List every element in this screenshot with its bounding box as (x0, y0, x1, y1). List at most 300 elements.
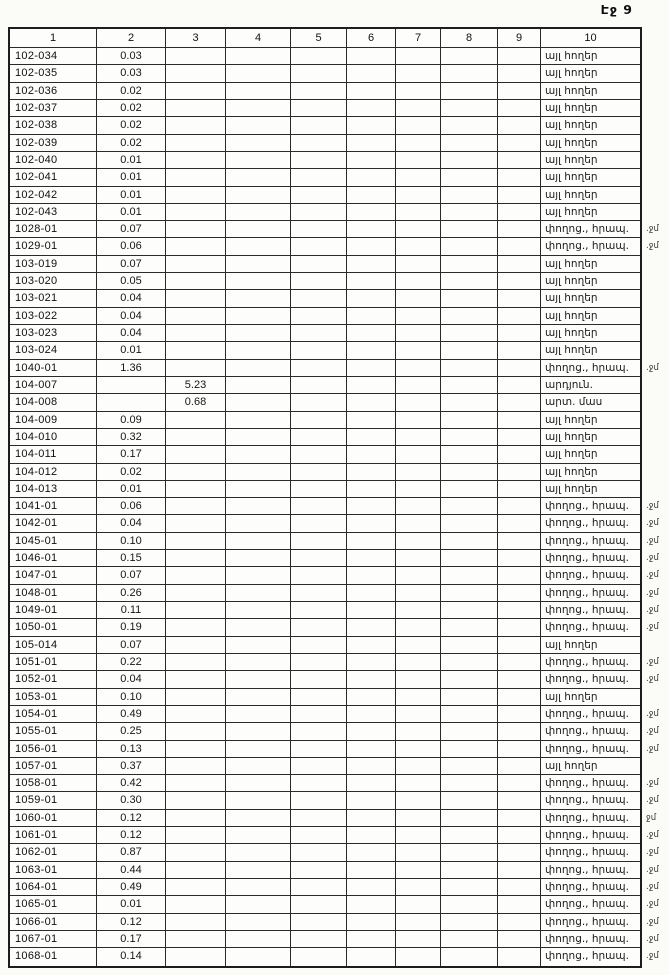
empty-cell (441, 187, 498, 203)
land-use-cell: այլ հողեր (545, 119, 598, 132)
empty-cell (291, 723, 347, 739)
empty-cell (226, 567, 291, 583)
empty-cell (291, 83, 347, 99)
margin-note (646, 152, 669, 169)
table-body (10, 48, 640, 966)
column-header: 2 (97, 29, 166, 47)
margin-note: .ջմ (646, 708, 659, 719)
margin-note: .ջմ (646, 882, 659, 892)
area-col2-cell: 0.87 (97, 844, 166, 860)
area-col3-cell (166, 273, 226, 289)
table-row (10, 810, 640, 827)
land-use-cell: փողոց., հրապ. (545, 829, 629, 842)
land-use-cell: այլ հողեր (545, 430, 598, 443)
empty-cell (347, 481, 396, 497)
empty-cell (498, 896, 541, 912)
empty-cell (396, 446, 441, 462)
empty-cell (347, 914, 396, 930)
column-header: 10 (584, 32, 597, 44)
area-col2-cell: 0.04 (97, 325, 166, 341)
area-col2-cell: 0.01 (97, 896, 166, 912)
empty-cell (441, 810, 498, 826)
empty-cell (498, 135, 541, 151)
table-row (10, 152, 640, 169)
land-use-cell: այլ հողեր (545, 50, 598, 62)
land-use-cell: փողոց., հրապ. (545, 898, 629, 911)
parcel-code-cell: 103-023 (10, 325, 97, 341)
empty-cell (441, 896, 498, 912)
area-col2-cell: 0.04 (97, 671, 166, 687)
empty-cell (291, 221, 347, 237)
empty-cell (226, 464, 291, 480)
empty-cell (396, 377, 441, 393)
empty-cell (347, 65, 396, 81)
empty-cell (498, 308, 541, 324)
empty-cell (396, 187, 441, 203)
area-col3-cell (166, 896, 226, 912)
empty-cell (396, 741, 441, 757)
empty-cell (347, 498, 396, 514)
table-header-row (10, 29, 640, 48)
area-col3-cell (166, 446, 226, 462)
margin-note (646, 637, 669, 654)
empty-cell (441, 602, 498, 618)
empty-cell (291, 256, 347, 272)
empty-cell (226, 117, 291, 133)
empty-cell (441, 498, 498, 514)
empty-cell (347, 741, 396, 757)
table-row (10, 290, 640, 307)
empty-cell (498, 152, 541, 168)
empty-cell (396, 256, 441, 272)
table-row (10, 238, 640, 255)
column-header: 1 (10, 29, 97, 47)
empty-cell (396, 723, 441, 739)
land-use-cell: փողոց., հրապ. (545, 863, 629, 876)
empty-cell (441, 792, 498, 808)
empty-cell (347, 256, 396, 272)
empty-cell (291, 169, 347, 185)
parcel-code-cell: 1057-01 (10, 758, 97, 774)
empty-cell (441, 221, 498, 237)
area-col2-cell: 0.03 (97, 48, 166, 64)
empty-cell (291, 360, 347, 376)
empty-cell (396, 152, 441, 168)
empty-cell (498, 65, 541, 81)
table-row (10, 394, 640, 411)
margin-note: .ջմ (646, 795, 659, 806)
area-col2-cell: 0.07 (97, 221, 166, 237)
parcel-code-cell: 102-034 (10, 48, 97, 64)
empty-cell (347, 204, 396, 220)
table-row (10, 412, 640, 429)
area-col3-cell (166, 810, 226, 826)
parcel-code-cell: 1062-01 (10, 844, 97, 860)
empty-cell (226, 619, 291, 635)
empty-cell (441, 342, 498, 358)
land-use-cell: այլ հողեր (545, 275, 598, 288)
empty-cell (498, 83, 541, 99)
area-col2-cell: 0.02 (97, 464, 166, 480)
area-col3-cell (166, 65, 226, 81)
area-col3-cell (166, 169, 226, 185)
empty-cell (226, 741, 291, 757)
empty-cell (441, 671, 498, 687)
parcel-code-cell: 103-020 (10, 273, 97, 289)
empty-cell (226, 152, 291, 168)
empty-cell (291, 377, 347, 393)
empty-cell (291, 325, 347, 341)
empty-cell (226, 914, 291, 930)
parcel-code-cell: 102-042 (10, 187, 97, 203)
area-col2-cell: 0.49 (97, 706, 166, 722)
empty-cell (226, 65, 291, 81)
margin-note: .ջմ (646, 916, 659, 927)
empty-cell (347, 827, 396, 843)
empty-cell (291, 550, 347, 566)
area-col3-cell (166, 689, 226, 705)
parcel-code-cell: 104-010 (10, 429, 97, 445)
empty-cell (347, 187, 396, 203)
area-col3-cell (166, 429, 226, 445)
area-col3-cell: 0.68 (166, 394, 226, 410)
empty-cell (498, 290, 541, 306)
area-col3-cell (166, 654, 226, 670)
empty-cell (396, 412, 441, 428)
table-row (10, 637, 640, 654)
margin-note (646, 83, 669, 100)
table-row (10, 723, 640, 740)
empty-cell (347, 446, 396, 462)
empty-cell (347, 931, 396, 947)
parcel-code-cell: 1055-01 (10, 723, 97, 739)
area-col2-cell: 0.10 (97, 689, 166, 705)
empty-cell (396, 654, 441, 670)
empty-cell (226, 187, 291, 203)
empty-cell (498, 758, 541, 774)
empty-cell (226, 135, 291, 151)
land-use-cell: այլ հողեր (545, 84, 598, 97)
empty-cell (226, 360, 291, 376)
area-col2-cell: 0.11 (97, 602, 166, 618)
empty-cell (347, 429, 396, 445)
parcel-code-cell: 1067-01 (10, 931, 97, 947)
margin-note (646, 429, 669, 446)
empty-cell (347, 567, 396, 583)
empty-cell (226, 273, 291, 289)
table-row (10, 429, 640, 446)
area-col3-cell (166, 706, 226, 722)
area-col2-cell: 0.02 (97, 100, 166, 116)
empty-cell (291, 204, 347, 220)
empty-cell (291, 342, 347, 358)
margin-note: .ջմ (646, 501, 659, 512)
empty-cell (498, 481, 541, 497)
empty-cell (226, 862, 291, 878)
area-col2-cell: 0.04 (97, 290, 166, 306)
parcel-code-cell: 105-014 (10, 637, 97, 653)
empty-cell (347, 671, 396, 687)
area-col3-cell (166, 290, 226, 306)
land-use-cell: փողոց., հրապ. (545, 950, 629, 963)
margin-note (646, 65, 669, 82)
empty-cell (226, 446, 291, 462)
parcel-code-cell: 104-012 (10, 464, 97, 480)
area-col2-cell: 0.06 (97, 498, 166, 514)
empty-cell (441, 741, 498, 757)
empty-cell (396, 342, 441, 358)
area-col2-cell: 0.12 (97, 827, 166, 843)
empty-cell (441, 637, 498, 653)
margin-note (646, 394, 669, 411)
empty-cell (347, 290, 396, 306)
empty-cell (291, 810, 347, 826)
area-col3-cell: 5.23 (166, 377, 226, 393)
parcel-code-cell: 104-013 (10, 481, 97, 497)
table-row (10, 741, 640, 758)
empty-cell (347, 637, 396, 653)
table-row (10, 117, 640, 134)
empty-cell (226, 827, 291, 843)
empty-cell (498, 879, 541, 895)
empty-cell (498, 810, 541, 826)
parcel-code-cell: 103-021 (10, 290, 97, 306)
empty-cell (291, 792, 347, 808)
parcel-code-cell: 102-035 (10, 65, 97, 81)
land-use-cell: այլ հողեր (545, 690, 598, 703)
land-use-cell: այլ հողեր (545, 205, 598, 218)
empty-cell (498, 619, 541, 635)
empty-cell (498, 515, 541, 531)
area-col2-cell: 0.01 (97, 342, 166, 358)
empty-cell (396, 689, 441, 705)
area-col2-cell: 0.19 (97, 619, 166, 635)
margin-note (646, 325, 669, 342)
empty-cell (498, 567, 541, 583)
empty-cell (498, 394, 541, 410)
empty-cell (441, 879, 498, 895)
area-col3-cell (166, 723, 226, 739)
empty-cell (441, 654, 498, 670)
empty-cell (291, 412, 347, 428)
empty-cell (441, 533, 498, 549)
margin-note: .ջմ (646, 656, 659, 667)
empty-cell (396, 117, 441, 133)
empty-cell (396, 619, 441, 635)
table-row (10, 221, 640, 238)
parcel-code-cell: 1054-01 (10, 706, 97, 722)
empty-cell (347, 619, 396, 635)
empty-cell (441, 204, 498, 220)
empty-cell (396, 238, 441, 254)
area-col3-cell (166, 741, 226, 757)
parcel-code-cell: 1040-01 (10, 360, 97, 376)
empty-cell (226, 602, 291, 618)
land-use-cell: այլ հողեր (545, 188, 598, 201)
empty-cell (396, 550, 441, 566)
empty-cell (396, 83, 441, 99)
empty-cell (441, 550, 498, 566)
empty-cell (291, 515, 347, 531)
area-col3-cell (166, 758, 226, 774)
area-col3-cell (166, 221, 226, 237)
table-row (10, 377, 640, 394)
area-col3-cell (166, 325, 226, 341)
area-col3-cell (166, 914, 226, 930)
empty-cell (441, 83, 498, 99)
empty-cell (347, 152, 396, 168)
empty-cell (291, 238, 347, 254)
empty-cell (396, 931, 441, 947)
empty-cell (396, 290, 441, 306)
empty-cell (226, 498, 291, 514)
parcel-code-cell: 1060-01 (10, 810, 97, 826)
parcel-code-cell: 1046-01 (10, 550, 97, 566)
parcel-code-cell: 102-039 (10, 135, 97, 151)
empty-cell (347, 273, 396, 289)
parcel-code-cell: 1063-01 (10, 862, 97, 878)
table-row (10, 342, 640, 359)
area-col3-cell (166, 152, 226, 168)
table-row (10, 879, 640, 896)
land-use-cell: փողոց., հրապ. (545, 552, 629, 565)
margin-note: .ջմ (646, 362, 659, 373)
area-col2-cell: 0.15 (97, 550, 166, 566)
empty-cell (441, 689, 498, 705)
area-col3-cell (166, 792, 226, 808)
area-col3-cell (166, 117, 226, 133)
empty-cell (226, 221, 291, 237)
area-col2-cell: 0.01 (97, 187, 166, 203)
empty-cell (347, 810, 396, 826)
area-col2-cell: 0.25 (97, 723, 166, 739)
table-row (10, 948, 640, 965)
land-use-cell: արդյուն. (545, 378, 593, 391)
empty-cell (226, 308, 291, 324)
empty-cell (291, 827, 347, 843)
area-col2-cell: 0.17 (97, 931, 166, 947)
empty-cell (291, 706, 347, 722)
area-col2-cell: 0.26 (97, 585, 166, 601)
table-row (10, 602, 640, 619)
empty-cell (291, 602, 347, 618)
empty-cell (396, 273, 441, 289)
parcel-code-cell: 1029-01 (10, 238, 97, 254)
empty-cell (498, 273, 541, 289)
area-col2-cell: 0.13 (97, 741, 166, 757)
empty-cell (291, 844, 347, 860)
empty-cell (396, 221, 441, 237)
margin-note (646, 135, 669, 152)
margin-note: .ջմ (646, 726, 659, 737)
empty-cell (498, 360, 541, 376)
empty-cell (226, 256, 291, 272)
empty-cell (226, 671, 291, 687)
empty-cell (291, 429, 347, 445)
empty-cell (441, 169, 498, 185)
parcel-code-cell: 103-022 (10, 308, 97, 324)
margin-note (646, 342, 669, 359)
empty-cell (291, 152, 347, 168)
empty-cell (441, 619, 498, 635)
empty-cell (396, 498, 441, 514)
table-row (10, 48, 640, 65)
parcel-code-cell: 1028-01 (10, 221, 97, 237)
empty-cell (347, 325, 396, 341)
empty-cell (226, 238, 291, 254)
empty-cell (498, 671, 541, 687)
empty-cell (441, 429, 498, 445)
empty-cell (498, 117, 541, 133)
empty-cell (291, 498, 347, 514)
parcel-code-cell: 102-037 (10, 100, 97, 116)
empty-cell (441, 308, 498, 324)
area-col2-cell: 0.04 (97, 515, 166, 531)
empty-cell (347, 360, 396, 376)
area-col2-cell: 0.09 (97, 412, 166, 428)
land-use-cell: փողոց., հրապ. (545, 586, 629, 599)
empty-cell (347, 758, 396, 774)
empty-cell (498, 741, 541, 757)
empty-cell (498, 412, 541, 428)
area-col3-cell (166, 862, 226, 878)
land-use-cell: փողոց., հրապ. (545, 569, 629, 582)
empty-cell (347, 585, 396, 601)
area-col3-cell (166, 637, 226, 653)
empty-cell (291, 931, 347, 947)
empty-cell (498, 914, 541, 930)
parcel-code-cell: 1049-01 (10, 602, 97, 618)
margin-note (646, 256, 669, 273)
empty-cell (226, 377, 291, 393)
empty-cell (396, 758, 441, 774)
table-row (10, 896, 640, 913)
empty-cell (498, 775, 541, 791)
margin-note (646, 481, 669, 498)
empty-cell (226, 550, 291, 566)
column-header: 6 (347, 29, 396, 47)
empty-cell (226, 394, 291, 410)
empty-cell (441, 948, 498, 965)
column-header: 8 (441, 29, 498, 47)
area-col3-cell (166, 550, 226, 566)
land-use-cell: այլ հողեր (545, 292, 598, 305)
land-use-cell: փողոց., հրապ. (545, 881, 629, 893)
margin-note (646, 464, 669, 481)
land-use-cell: փողոց., հրապ. (545, 742, 629, 755)
empty-cell (291, 671, 347, 687)
empty-cell (226, 585, 291, 601)
table-row (10, 65, 640, 82)
empty-cell (347, 879, 396, 895)
empty-cell (347, 689, 396, 705)
table-row (10, 515, 640, 532)
empty-cell (291, 879, 347, 895)
empty-cell (347, 412, 396, 428)
parcel-code-cell: 1064-01 (10, 879, 97, 895)
empty-cell (226, 758, 291, 774)
empty-cell (498, 377, 541, 393)
area-col3-cell (166, 844, 226, 860)
empty-cell (291, 481, 347, 497)
empty-cell (396, 879, 441, 895)
empty-cell (498, 221, 541, 237)
empty-cell (498, 602, 541, 618)
empty-cell (441, 377, 498, 393)
margin-note (646, 308, 669, 325)
table-row (10, 100, 640, 117)
table-row (10, 931, 640, 948)
